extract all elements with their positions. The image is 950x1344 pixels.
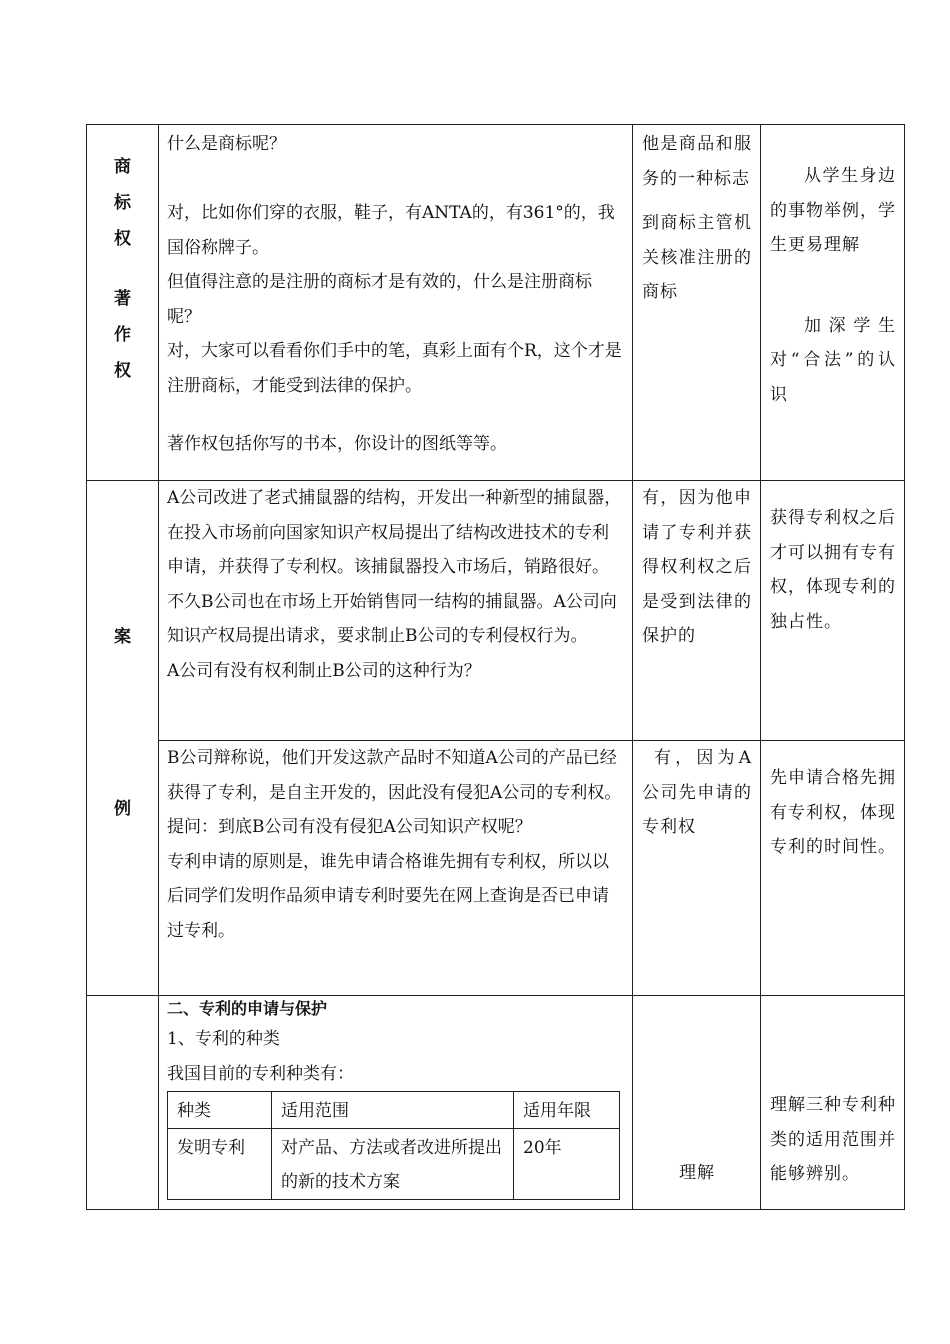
label-cell-trademark — [87, 125, 159, 481]
lesson-plan-table — [86, 124, 905, 1210]
content-cell-case-b — [159, 741, 633, 996]
column-header: 适用范围 — [272, 1092, 514, 1129]
label-cell-case — [87, 481, 159, 996]
label-char: 著 — [114, 289, 131, 309]
subsection-heading: 1、专利的种类 — [167, 1029, 280, 1049]
row-patent-types — [87, 996, 905, 1210]
student-activity: 有，因为A公司先申请的专利权 — [642, 748, 752, 837]
student-line: 他是商品和服务的一种标志 — [642, 134, 752, 189]
blank-line — [167, 403, 625, 427]
label-cell-empty — [87, 996, 159, 1210]
blank-line — [167, 162, 625, 197]
intent-cell-trademark — [761, 125, 905, 481]
section-heading: 二、专利的申请与保护 — [167, 999, 328, 1018]
design-intent — [761, 125, 904, 412]
label-char: 案 — [114, 627, 131, 647]
content-cell-case-a — [159, 481, 633, 741]
student-activity: 理解 — [679, 1163, 715, 1183]
intro-line: 我国目前的专利种类有： — [167, 1063, 354, 1084]
label-char: 作 — [114, 325, 131, 345]
patent-table-header-row — [168, 1092, 620, 1129]
intent-cell-case-a — [761, 481, 905, 741]
label-char: 标 — [114, 193, 131, 213]
row-case-a — [87, 481, 905, 741]
table-cell: 发明专利 — [168, 1129, 272, 1200]
content-line: A公司改进了老式捕鼠器的结构，开发出一种新型的捕鼠器，在投入市场前向国家知识产权局提出了结构改进技术的专利申请，并获得了专利权。该捕鼠器投入市场后，销路很好。不久B公司也在市场上开始销售同一结构的捕鼠器。A公司向知识产权局提出请求，要求制止B公司的专利侵权行为。 — [167, 488, 622, 646]
content-line: 对，比如你们穿的衣服，鞋子，有ANTA的，有361°的，我国俗称牌子。 — [167, 203, 615, 258]
label-char: 权 — [114, 229, 131, 249]
student-cell-trademark — [633, 125, 761, 481]
content-line: 什么是商标呢？ — [167, 134, 286, 154]
design-intent: 先申请合格先拥有专利权，体现专利的时间性。 — [770, 768, 896, 857]
content-line: 专利申请的原则是，谁先申请合格谁先拥有专利权，所以以后同学们发明作品须申请专利时要先在网上查询是否已申请过专利。 — [167, 851, 609, 941]
student-cell-case-b — [633, 741, 761, 996]
patent-types-table — [167, 1091, 620, 1200]
table-row — [168, 1129, 620, 1200]
intent-cell-patent — [761, 996, 905, 1210]
content-cell-trademark — [159, 125, 633, 481]
design-intent: 获得专利权之后才可以拥有专有权，体现专利的独占性。 — [770, 508, 896, 632]
intent-line: 从学生身边的事物举例，学生更易理解 — [770, 166, 896, 255]
student-activity: 有，因为他申请了专利并获得权利权之后是受到法律的保护的 — [642, 488, 752, 646]
case-b-content — [159, 741, 632, 948]
case-a-content — [159, 481, 632, 688]
teaching-content — [159, 125, 632, 462]
label-char: 例 — [114, 799, 131, 819]
intent-cell-case-b — [761, 741, 905, 996]
label-char: 权 — [114, 361, 131, 381]
content-line: 对，大家可以看看你们手中的笔，真彩上面有个R，这个才是注册商标，才能受到法律的保护。 — [167, 341, 622, 396]
content-line: A公司有没有权利制止B公司的这种行为？ — [167, 660, 481, 681]
content-cell-patent — [159, 996, 633, 1210]
column-header: 种类 — [168, 1092, 272, 1129]
student-cell-case-a — [633, 481, 761, 741]
design-intent: 理解三种专利种类的适用范围并能够辨别。 — [770, 1095, 896, 1184]
section-label-trademark — [87, 125, 158, 389]
intent-line: 加深学生对“合法”的认识 — [770, 315, 896, 405]
table-cell: 20年 — [514, 1129, 620, 1200]
student-line: 到商标主管机关核准注册的商标 — [642, 213, 752, 302]
table-cell: 对产品、方法或者改进所提出的新的技术方案 — [272, 1129, 514, 1200]
column-header: 适用年限 — [514, 1092, 620, 1129]
lesson-table-sheet — [86, 124, 904, 1210]
row-case-b — [87, 741, 905, 996]
section-label-case — [87, 481, 158, 827]
content-line: B公司辩称说，他们开发这款产品时不知道A公司的产品已经获得了专利，是自主开发的，因此没有侵犯A公司的专利权。 — [167, 748, 622, 803]
label-char: 商 — [114, 157, 131, 177]
content-line: 但值得注意的是注册的商标才是有效的，什么是注册商标呢？ — [167, 272, 592, 327]
patent-content — [159, 996, 632, 1200]
row-trademark — [87, 125, 905, 481]
student-cell-patent — [633, 996, 761, 1210]
student-activity — [633, 125, 760, 310]
content-line: 著作权包括你写的书本，你设计的图纸等等。 — [167, 434, 507, 454]
content-line: 提问：到底B公司有没有侵犯A公司知识产权呢？ — [167, 817, 532, 837]
